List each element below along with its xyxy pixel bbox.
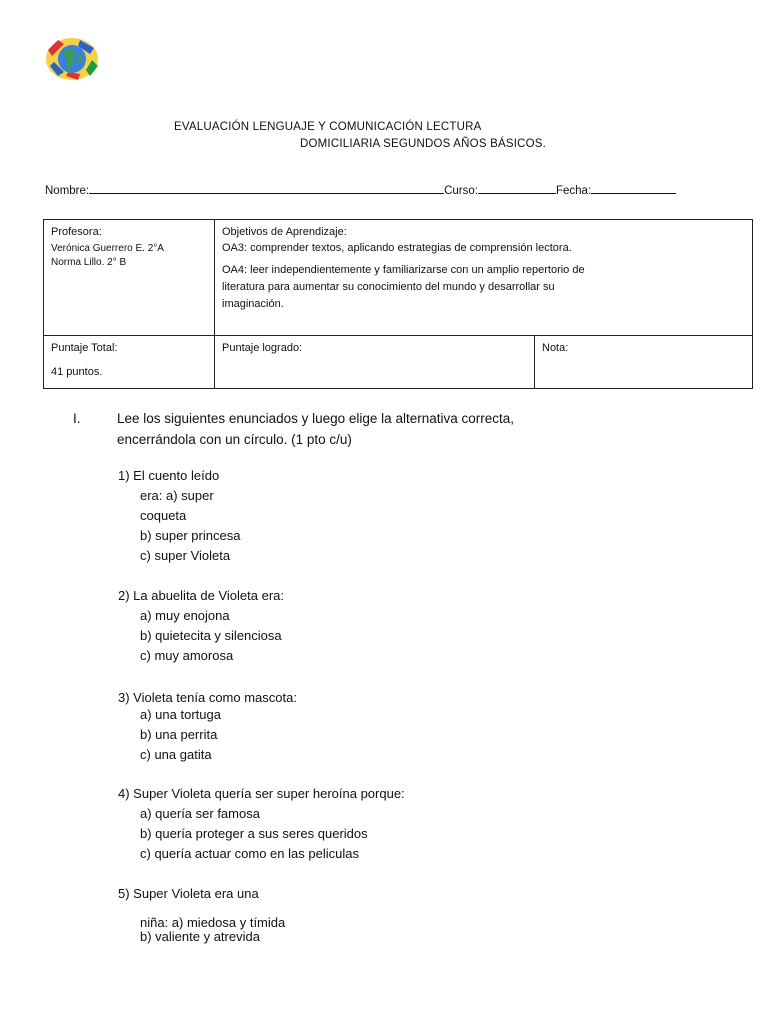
section-number: I. bbox=[73, 411, 81, 426]
document-title-line-2: DOMICILIARIA SEGUNDOS AÑOS BÁSICOS. bbox=[300, 138, 547, 150]
puntaje-total-label: Puntaje Total: bbox=[51, 342, 118, 354]
fecha-field[interactable] bbox=[591, 183, 676, 194]
objetivos-cell bbox=[215, 220, 753, 336]
q4-option-a[interactable]: a) quería ser famosa bbox=[140, 806, 260, 821]
oa4-line-3: imaginación. bbox=[222, 298, 284, 310]
q5-stem: 5) Super Violeta era una bbox=[118, 886, 259, 901]
puntaje-total-value: 41 puntos. bbox=[51, 366, 103, 378]
q2-option-c[interactable]: c) muy amorosa bbox=[140, 648, 234, 663]
evaluation-info-table bbox=[43, 219, 753, 389]
q2-stem: 2) La abuelita de Violeta era: bbox=[118, 588, 284, 603]
profesora-name-1: Verónica Guerrero E. 2°A bbox=[51, 243, 164, 254]
q5-option-b[interactable]: b) valiente y atrevida bbox=[140, 929, 260, 944]
nombre-label: Nombre: bbox=[45, 185, 90, 197]
fecha-label: Fecha: bbox=[555, 185, 592, 197]
profesora-label: Profesora: bbox=[51, 226, 102, 238]
oa4-line-2: literatura para aumentar su conocimiento del mundo y desarrollar su bbox=[222, 281, 555, 293]
nombre-field[interactable] bbox=[89, 183, 444, 194]
q1-option-b[interactable]: b) super princesa bbox=[140, 528, 241, 543]
q1-option-a-cont[interactable]: coqueta bbox=[140, 508, 187, 523]
q3-option-a[interactable]: a) una tortuga bbox=[140, 707, 221, 722]
q3-stem: 3) Violeta tenía como mascota: bbox=[118, 690, 297, 705]
nota-label: Nota: bbox=[542, 342, 569, 354]
curso-label: Curso: bbox=[444, 185, 478, 197]
q1-option-a[interactable]: era: a) super bbox=[140, 488, 214, 503]
document-title-line-1: EVALUACIÓN LENGUAJE Y COMUNICACIÓN LECTURA bbox=[174, 121, 482, 133]
q3-option-b[interactable]: b) una perrita bbox=[140, 727, 218, 742]
objetivos-label: Objetivos de Aprendizaje: bbox=[222, 226, 347, 238]
school-logo-globe-icon bbox=[44, 36, 100, 82]
student-fields-row bbox=[45, 183, 676, 197]
q2-option-b[interactable]: b) quietecita y silenciosa bbox=[140, 628, 282, 643]
q4-option-c[interactable]: c) quería actuar como en las peliculas bbox=[140, 846, 359, 861]
profesora-name-2: Norma Lillo. 2° B bbox=[51, 257, 127, 268]
oa3-text: OA3: comprender textos, aplicando estrategias de comprensión lectora. bbox=[222, 242, 572, 254]
oa4-line-1: OA4: leer independientemente y familiarizarse con un amplio repertorio de bbox=[222, 264, 585, 276]
section-instruction-line-1: Lee los siguientes enunciados y luego elige la alternativa correcta, bbox=[117, 411, 514, 426]
q4-stem: 4) Super Violeta quería ser super heroína porque: bbox=[118, 786, 405, 801]
puntaje-logrado-cell[interactable] bbox=[215, 336, 535, 389]
curso-field[interactable] bbox=[478, 183, 556, 194]
puntaje-total-cell bbox=[44, 336, 215, 389]
q5-option-a[interactable]: niña: a) miedosa y tímida bbox=[140, 915, 286, 930]
q1-stem: 1) El cuento leído bbox=[118, 468, 220, 483]
nota-cell[interactable] bbox=[535, 336, 753, 389]
q4-option-b[interactable]: b) quería proteger a sus seres queridos bbox=[140, 826, 368, 841]
q1-option-c[interactable]: c) super Violeta bbox=[140, 548, 231, 563]
q2-option-a[interactable]: a) muy enojona bbox=[140, 608, 230, 623]
puntaje-logrado-label: Puntaje logrado: bbox=[222, 342, 303, 354]
profesora-cell bbox=[44, 220, 215, 336]
section-instruction-line-2: encerrándola con un círculo. (1 pto c/u) bbox=[117, 432, 352, 447]
q3-option-c[interactable]: c) una gatita bbox=[140, 747, 212, 762]
